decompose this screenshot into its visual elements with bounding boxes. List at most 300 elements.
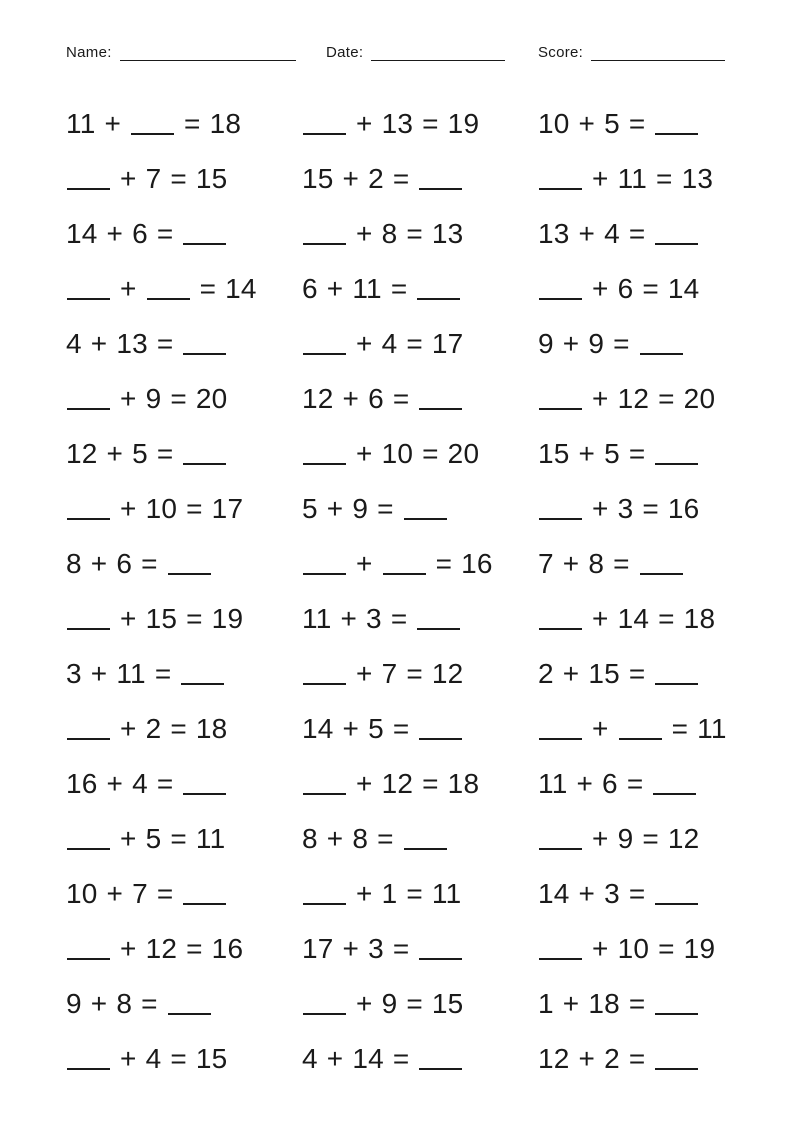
answer-blank[interactable]	[67, 387, 110, 410]
answer-blank[interactable]	[655, 112, 698, 135]
equals-sign: =	[642, 272, 659, 304]
addition-problem	[538, 921, 727, 976]
sum-value: 19	[683, 932, 716, 964]
plus-sign: +	[326, 272, 344, 304]
addition-problem	[66, 646, 257, 701]
equals-sign: =	[628, 1042, 646, 1074]
plus-sign: +	[120, 382, 137, 414]
addend-value: 5	[368, 712, 384, 744]
addition-problem	[538, 206, 727, 261]
answer-blank[interactable]	[183, 332, 226, 355]
addend-value: 12	[381, 767, 414, 799]
answer-blank[interactable]	[419, 937, 462, 960]
equals-sign: =	[628, 877, 646, 909]
answer-blank[interactable]	[183, 772, 226, 795]
plus-sign: +	[342, 712, 360, 744]
equals-sign: =	[156, 767, 174, 799]
equals-sign: =	[156, 877, 174, 909]
addition-problem	[538, 151, 727, 206]
addend-value: 5	[604, 107, 620, 139]
plus-sign: +	[578, 877, 596, 909]
addend-value: 8	[116, 987, 133, 1019]
addition-problem	[66, 701, 257, 756]
answer-blank[interactable]	[383, 552, 426, 575]
addend-value: 14	[617, 602, 650, 634]
addend-value: 6	[602, 767, 618, 799]
addition-problem	[538, 371, 727, 426]
addend-value: 11	[617, 162, 648, 194]
equals-sign: =	[406, 217, 423, 249]
addition-problem	[66, 261, 257, 316]
plus-sign: +	[120, 932, 137, 964]
equals-sign: =	[377, 492, 394, 524]
addend-value: 11	[116, 657, 146, 689]
sum-value: 18	[209, 107, 242, 139]
addend-value: 5	[132, 437, 148, 469]
sum-value: 19	[211, 602, 244, 634]
sum-value: 16	[667, 492, 700, 524]
plus-sign: +	[342, 932, 360, 964]
answer-blank[interactable]	[303, 332, 346, 355]
equals-sign: =	[170, 382, 187, 414]
answer-blank[interactable]	[67, 827, 110, 850]
sum-value: 11	[195, 822, 226, 854]
plus-sign: +	[340, 602, 358, 634]
addend-value: 13	[538, 217, 570, 249]
answer-blank[interactable]	[419, 387, 462, 410]
addend-value: 4	[381, 327, 398, 359]
sum-value: 18	[447, 767, 480, 799]
addition-problem	[538, 591, 727, 646]
addition-problem	[66, 976, 257, 1031]
addition-problem	[302, 646, 493, 701]
addition-problem	[302, 1031, 493, 1086]
addend-value: 14	[66, 217, 98, 249]
answer-blank[interactable]	[419, 167, 462, 190]
addend-value: 2	[538, 657, 554, 689]
equals-sign: =	[658, 602, 675, 634]
equals-sign: =	[170, 162, 187, 194]
equals-sign: =	[392, 382, 410, 414]
sum-value: 17	[431, 327, 464, 359]
answer-blank[interactable]	[417, 607, 460, 630]
equals-sign: =	[392, 712, 410, 744]
answer-blank[interactable]	[539, 277, 582, 300]
equals-sign: =	[422, 767, 439, 799]
addition-problem	[66, 96, 257, 151]
sum-value: 17	[211, 492, 244, 524]
addend-value: 7	[132, 877, 148, 909]
addend-value: 6	[116, 547, 133, 579]
equals-sign: =	[199, 272, 217, 304]
plus-sign: +	[356, 877, 373, 909]
addend-value: 8	[66, 547, 82, 579]
plus-sign: +	[104, 107, 122, 139]
plus-sign: +	[356, 547, 373, 579]
plus-sign: +	[562, 547, 580, 579]
addend-value: 9	[352, 492, 369, 524]
answer-blank[interactable]	[539, 827, 582, 850]
plus-sign: +	[90, 327, 108, 359]
plus-sign: +	[578, 217, 596, 249]
plus-sign: +	[356, 657, 373, 689]
problem-column-2	[302, 96, 493, 1086]
addition-problem	[66, 591, 257, 646]
addition-problem	[538, 756, 727, 811]
addend-value: 11	[302, 602, 332, 634]
addend-value: 14	[538, 877, 570, 909]
addend-value: 8	[381, 217, 398, 249]
answer-blank[interactable]	[539, 167, 582, 190]
answer-blank[interactable]	[303, 992, 346, 1015]
equals-sign: =	[642, 822, 659, 854]
answer-blank[interactable]	[640, 332, 683, 355]
addend-value: 2	[145, 712, 162, 744]
equals-sign: =	[642, 492, 659, 524]
equals-sign: =	[406, 327, 423, 359]
addend-value: 3	[604, 877, 620, 909]
addition-problem	[66, 866, 257, 921]
answer-blank[interactable]	[404, 827, 447, 850]
worksheet-header	[66, 44, 736, 66]
equals-sign: =	[156, 327, 174, 359]
plus-sign: +	[562, 327, 580, 359]
addend-value: 15	[302, 162, 334, 194]
addition-problem	[302, 591, 493, 646]
plus-sign: +	[90, 657, 108, 689]
plus-sign: +	[106, 877, 124, 909]
date-blank[interactable]	[371, 44, 505, 61]
answer-blank[interactable]	[539, 387, 582, 410]
addend-value: 15	[145, 602, 178, 634]
addend-value: 15	[588, 657, 620, 689]
addend-value: 8	[302, 822, 318, 854]
addition-problem	[302, 261, 493, 316]
plus-sign: +	[120, 1042, 137, 1074]
addend-value: 4	[66, 327, 82, 359]
plus-sign: +	[106, 217, 124, 249]
equals-sign: =	[656, 162, 673, 194]
plus-sign: +	[578, 107, 596, 139]
addend-value: 8	[352, 822, 369, 854]
addition-problem	[66, 536, 257, 591]
answer-blank[interactable]	[539, 717, 582, 740]
answer-blank[interactable]	[417, 277, 460, 300]
equals-sign: =	[406, 987, 423, 1019]
equals-sign: =	[156, 217, 174, 249]
addend-value: 6	[368, 382, 384, 414]
name-field	[66, 44, 296, 61]
answer-blank[interactable]	[539, 607, 582, 630]
plus-sign: +	[356, 107, 373, 139]
equals-sign: =	[184, 107, 201, 139]
equals-sign: =	[170, 822, 187, 854]
addition-problem	[538, 261, 727, 316]
answer-blank[interactable]	[168, 552, 211, 575]
answer-blank[interactable]	[303, 882, 346, 905]
plus-sign: +	[592, 712, 609, 744]
plus-sign: +	[592, 162, 609, 194]
plus-sign: +	[342, 382, 360, 414]
sum-value: 14	[225, 272, 257, 304]
answer-blank[interactable]	[303, 552, 346, 575]
equals-sign: =	[628, 657, 646, 689]
addition-problem	[66, 756, 257, 811]
addition-problem	[538, 96, 727, 151]
plus-sign: +	[120, 822, 137, 854]
answer-blank[interactable]	[419, 717, 462, 740]
addend-value: 3	[617, 492, 634, 524]
sum-value: 18	[683, 602, 716, 634]
answer-blank[interactable]	[67, 717, 110, 740]
addend-value: 4	[145, 1042, 162, 1074]
plus-sign: +	[120, 492, 137, 524]
addend-value: 6	[302, 272, 318, 304]
equals-sign: =	[392, 162, 410, 194]
addend-value: 11	[66, 107, 96, 139]
plus-sign: +	[342, 162, 360, 194]
addend-value: 17	[302, 932, 334, 964]
equals-sign: =	[406, 657, 423, 689]
equals-sign: =	[154, 657, 172, 689]
problem-column-3	[538, 96, 727, 1086]
plus-sign: +	[120, 272, 137, 304]
addend-value: 16	[66, 767, 98, 799]
answer-blank[interactable]	[539, 497, 582, 520]
addend-value: 12	[302, 382, 334, 414]
score-field	[538, 44, 725, 61]
equals-sign: =	[186, 602, 203, 634]
addition-problem	[538, 976, 727, 1031]
equals-sign: =	[613, 327, 630, 359]
equals-sign: =	[658, 932, 675, 964]
addend-value: 7	[381, 657, 398, 689]
answer-blank[interactable]	[67, 607, 110, 630]
name-blank[interactable]	[120, 44, 296, 61]
name-label: Name:	[66, 44, 112, 61]
addend-value: 12	[617, 382, 650, 414]
addend-value: 10	[66, 877, 98, 909]
addend-value: 5	[302, 492, 318, 524]
plus-sign: +	[356, 987, 373, 1019]
addition-problem	[538, 646, 727, 701]
addend-value: 13	[381, 107, 414, 139]
answer-blank[interactable]	[655, 882, 698, 905]
plus-sign: +	[356, 217, 373, 249]
addition-problem	[66, 1031, 257, 1086]
answer-blank[interactable]	[67, 277, 110, 300]
addend-value: 10	[617, 932, 650, 964]
addend-value: 9	[588, 327, 605, 359]
answer-blank[interactable]	[67, 497, 110, 520]
plus-sign: +	[356, 437, 373, 469]
addend-value: 9	[617, 822, 634, 854]
answer-blank[interactable]	[183, 222, 226, 245]
equals-sign: =	[658, 382, 675, 414]
answer-blank[interactable]	[147, 277, 190, 300]
plus-sign: +	[356, 327, 373, 359]
sum-value: 20	[683, 382, 716, 414]
answer-blank[interactable]	[539, 937, 582, 960]
addend-value: 2	[604, 1042, 620, 1074]
problem-column-1	[66, 96, 257, 1086]
sum-value: 14	[667, 272, 700, 304]
addition-problem	[302, 921, 493, 976]
addition-problem	[302, 701, 493, 756]
sum-value: 13	[681, 162, 714, 194]
addition-problem	[66, 921, 257, 976]
answer-blank[interactable]	[653, 772, 696, 795]
sum-value: 11	[431, 877, 462, 909]
equals-sign: =	[422, 107, 439, 139]
equals-sign: =	[628, 217, 646, 249]
addition-problem	[302, 536, 493, 591]
addend-value: 15	[538, 437, 570, 469]
addend-value: 4	[302, 1042, 318, 1074]
sum-value: 19	[447, 107, 480, 139]
answer-blank[interactable]	[303, 662, 346, 685]
answer-blank[interactable]	[183, 442, 226, 465]
addend-value: 1	[381, 877, 398, 909]
equals-sign: =	[613, 547, 630, 579]
sum-value: 13	[431, 217, 464, 249]
sum-value: 11	[697, 712, 727, 744]
addend-value: 14	[352, 1042, 384, 1074]
addend-value: 5	[604, 437, 620, 469]
answer-blank[interactable]	[303, 442, 346, 465]
answer-blank[interactable]	[67, 937, 110, 960]
addition-problem	[302, 206, 493, 261]
addition-problem	[302, 976, 493, 1031]
addend-value: 14	[302, 712, 334, 744]
sum-value: 16	[211, 932, 244, 964]
answer-blank[interactable]	[655, 1047, 698, 1070]
answer-blank[interactable]	[619, 717, 662, 740]
addend-value: 12	[145, 932, 178, 964]
equals-sign: =	[141, 987, 158, 1019]
answer-blank[interactable]	[655, 222, 698, 245]
plus-sign: +	[562, 657, 580, 689]
addend-value: 5	[145, 822, 162, 854]
answer-blank[interactable]	[655, 662, 698, 685]
addend-value: 13	[116, 327, 148, 359]
plus-sign: +	[120, 602, 137, 634]
addend-value: 7	[145, 162, 162, 194]
plus-sign: +	[576, 767, 594, 799]
addition-problem	[538, 426, 727, 481]
answer-blank[interactable]	[404, 497, 447, 520]
answer-blank[interactable]	[181, 662, 224, 685]
addition-problem	[538, 811, 727, 866]
sum-value: 12	[431, 657, 464, 689]
addend-value: 9	[145, 382, 162, 414]
equals-sign: =	[377, 822, 394, 854]
plus-sign: +	[592, 272, 609, 304]
equals-sign: =	[628, 437, 646, 469]
equals-sign: =	[628, 987, 646, 1019]
plus-sign: +	[356, 767, 373, 799]
addition-problem	[302, 756, 493, 811]
addend-value: 7	[538, 547, 554, 579]
equals-sign: =	[406, 877, 423, 909]
plus-sign: +	[592, 382, 609, 414]
sum-value: 20	[447, 437, 480, 469]
addition-problem	[538, 536, 727, 591]
answer-blank[interactable]	[67, 167, 110, 190]
addition-problem	[66, 811, 257, 866]
sum-value: 16	[461, 547, 493, 579]
answer-blank[interactable]	[655, 992, 698, 1015]
equals-sign: =	[626, 767, 644, 799]
addend-value: 9	[381, 987, 398, 1019]
answer-blank[interactable]	[640, 552, 683, 575]
addend-value: 3	[368, 932, 384, 964]
answer-blank[interactable]	[303, 112, 346, 135]
plus-sign: +	[326, 822, 344, 854]
equals-sign: =	[186, 492, 203, 524]
sum-value: 20	[195, 382, 228, 414]
equals-sign: =	[392, 932, 410, 964]
equals-sign: =	[435, 547, 453, 579]
equals-sign: =	[390, 272, 408, 304]
score-label: Score:	[538, 44, 584, 61]
addend-value: 3	[66, 657, 82, 689]
answer-blank[interactable]	[655, 442, 698, 465]
addend-value: 9	[538, 327, 554, 359]
addition-problem	[302, 811, 493, 866]
plus-sign: +	[90, 547, 108, 579]
plus-sign: +	[326, 1042, 344, 1074]
sum-value: 12	[667, 822, 700, 854]
addition-problem	[538, 1031, 727, 1086]
answer-blank[interactable]	[131, 112, 174, 135]
sum-value: 15	[195, 1042, 228, 1074]
addition-problem	[66, 481, 257, 536]
addition-problem	[302, 151, 493, 206]
sum-value: 15	[431, 987, 464, 1019]
plus-sign: +	[326, 492, 344, 524]
addend-value: 8	[588, 547, 605, 579]
addend-value: 18	[588, 987, 620, 1019]
equals-sign: =	[628, 107, 646, 139]
addend-value: 6	[617, 272, 634, 304]
addition-problem	[302, 96, 493, 151]
answer-blank[interactable]	[67, 1047, 110, 1070]
plus-sign: +	[120, 162, 137, 194]
answer-blank[interactable]	[303, 222, 346, 245]
plus-sign: +	[562, 987, 580, 1019]
addition-problem	[66, 426, 257, 481]
answer-blank[interactable]	[168, 992, 211, 1015]
score-blank[interactable]	[591, 44, 725, 61]
answer-blank[interactable]	[183, 882, 226, 905]
equals-sign: =	[141, 547, 158, 579]
addend-value: 10	[381, 437, 414, 469]
equals-sign: =	[170, 1042, 187, 1074]
equals-sign: =	[422, 437, 439, 469]
addition-problem	[66, 316, 257, 371]
answer-blank[interactable]	[303, 772, 346, 795]
addend-value: 10	[145, 492, 178, 524]
plus-sign: +	[578, 1042, 596, 1074]
sum-value: 18	[195, 712, 228, 744]
answer-blank[interactable]	[419, 1047, 462, 1070]
addend-value: 2	[368, 162, 384, 194]
plus-sign: +	[578, 437, 596, 469]
addition-problem	[538, 481, 727, 536]
equals-sign: =	[186, 932, 203, 964]
addition-problem	[538, 316, 727, 371]
